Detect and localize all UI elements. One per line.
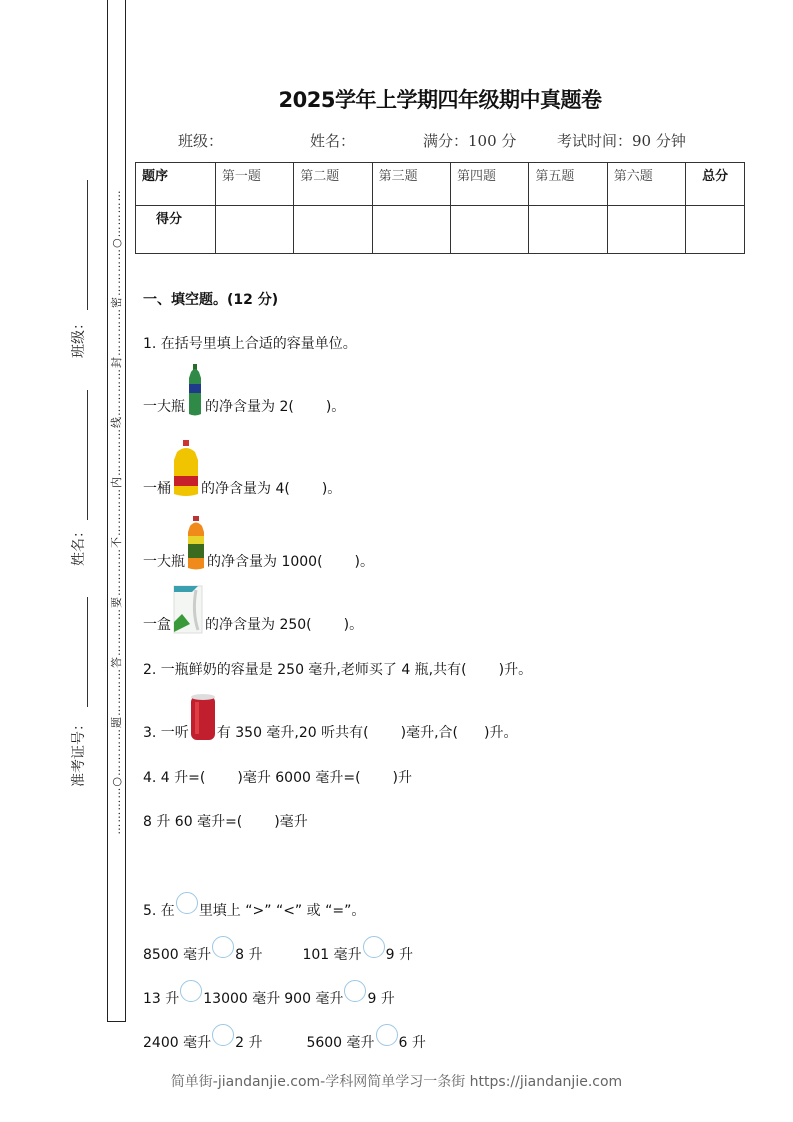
table-header-cell: 总分 xyxy=(686,163,745,206)
info-full-score: 满分：100 分 xyxy=(423,132,517,150)
q5-left: 13 升 xyxy=(143,991,180,1007)
q1-item-text: 一桶 xyxy=(143,481,171,497)
compare-circle[interactable] xyxy=(180,980,202,1002)
q5-left: 5600 毫升 xyxy=(306,1035,375,1051)
q3-text: 3. 一听 xyxy=(143,725,189,741)
row-label: 得分 xyxy=(136,206,216,254)
q1-item-text: 的净含量为 2( xyxy=(205,399,294,415)
q1-item-text: )。 xyxy=(325,399,346,415)
q5-left: 900 毫升 xyxy=(284,991,344,1007)
q1-item-text: )。 xyxy=(354,554,375,570)
q1-item-text: 一大瓶 xyxy=(143,554,185,570)
side-line-exam-id xyxy=(87,597,88,707)
compare-circle[interactable] xyxy=(212,1024,234,1046)
q5-right: 13000 毫升 xyxy=(203,991,281,1007)
table-header-cell: 第四题 xyxy=(451,163,529,206)
q5-right: 2 升 xyxy=(235,1035,263,1051)
q1-prompt: 1. 在括号里填上合适的容量单位。 xyxy=(143,336,357,352)
q2 xyxy=(143,659,532,679)
score-cell[interactable] xyxy=(686,206,745,254)
soda-can-icon xyxy=(189,692,217,742)
q1-item xyxy=(143,516,374,571)
q1-item xyxy=(143,364,345,416)
score-cell[interactable] xyxy=(607,206,685,254)
milk-carton-icon xyxy=(172,584,204,634)
compare-circle[interactable] xyxy=(344,980,366,1002)
q1-item-text: 的净含量为 4( xyxy=(201,481,290,497)
q2-text: 2. 一瓶鲜奶的容量是 250 毫升,老师买了 4 瓶,共有( xyxy=(143,662,467,678)
q1-item-text: 一大瓶 xyxy=(143,399,185,415)
q3-text: )升。 xyxy=(484,725,518,741)
table-header-cell: 第二题 xyxy=(294,163,372,206)
page-title: 2025学年上学期四年级期中真题卷 xyxy=(278,88,602,112)
circle-icon xyxy=(176,892,198,914)
q5-right: 8 升 xyxy=(235,947,263,963)
q4-text: 8 升 60 毫升=( xyxy=(143,814,243,830)
oil-jug-icon xyxy=(172,440,200,498)
side-line-name xyxy=(87,390,88,520)
binding-strip-text: …………○…………题…………答…………要…………不…………内…………线…………封…………密…………○………… xyxy=(110,189,123,835)
table-row xyxy=(136,206,745,254)
q3-text: )毫升,合( xyxy=(400,725,458,741)
q2-text: )升。 xyxy=(498,662,533,678)
q5-row xyxy=(143,986,395,1008)
q5-right: 9 升 xyxy=(385,947,413,963)
q3-text: 有 350 毫升,20 听共有( xyxy=(216,725,369,741)
score-cell[interactable] xyxy=(451,206,529,254)
info-time: 考试时间：90 分钟 xyxy=(557,132,686,150)
q5-right: 9 升 xyxy=(367,991,395,1007)
q5-left: 8500 毫升 xyxy=(143,947,212,963)
table-header-cell: 第五题 xyxy=(529,163,607,206)
q1-item xyxy=(143,584,363,634)
table-header-cell: 第六题 xyxy=(607,163,685,206)
q4-text: )升 xyxy=(392,770,413,786)
compare-circle[interactable] xyxy=(376,1024,398,1046)
q1-item-text: 的净含量为 250( xyxy=(205,617,312,633)
q4 xyxy=(143,767,412,787)
compare-circle[interactable] xyxy=(212,936,234,958)
q5-text: 里填上 “>” “<” 或 “=”。 xyxy=(198,903,366,919)
q4-text: )毫升 6000 毫升=( xyxy=(237,770,361,786)
q1-item-text: 一盒 xyxy=(143,617,171,633)
score-cell[interactable] xyxy=(294,206,372,254)
q5-left: 2400 毫升 xyxy=(143,1035,212,1051)
side-label-class: 班级： xyxy=(71,316,87,358)
info-class: 班级： xyxy=(178,132,224,150)
q4-text: )毫升 xyxy=(274,814,308,830)
q4-line2 xyxy=(143,811,308,831)
side-label-exam-id: 准考证号： xyxy=(71,717,87,787)
table-header-row xyxy=(136,163,745,206)
q5-right: 6 升 xyxy=(398,1035,426,1051)
soda-bottle-icon xyxy=(187,364,203,416)
compare-circle[interactable] xyxy=(363,936,385,958)
score-cell[interactable] xyxy=(372,206,450,254)
section-heading: 一、填空题。(12 分) xyxy=(143,292,279,308)
table-header-cell: 题序 xyxy=(136,163,216,206)
q4-text: 4. 4 升=( xyxy=(143,770,206,786)
table-header-cell: 第三题 xyxy=(372,163,450,206)
q3 xyxy=(143,692,517,742)
side-label-name: 姓名： xyxy=(71,524,87,566)
q1-item-text: )。 xyxy=(343,617,364,633)
q5-left: 101 毫升 xyxy=(302,947,362,963)
q5-row xyxy=(143,1030,426,1052)
q1-item-text: )。 xyxy=(321,481,342,497)
table-header-cell: 第一题 xyxy=(215,163,293,206)
q5-prompt xyxy=(143,898,365,920)
q5-text: 5. 在 xyxy=(143,903,175,919)
q1-item xyxy=(143,440,341,498)
juice-bottle-icon xyxy=(186,516,206,571)
score-table xyxy=(135,162,745,254)
score-cell[interactable] xyxy=(215,206,293,254)
q5-row xyxy=(143,942,413,964)
footer-watermark: 简单街-jiandanjie.com-学科网简单学习一条街 https://jiandanjie.com xyxy=(170,1074,623,1090)
side-line-class xyxy=(87,180,88,310)
q1-item-text: 的净含量为 1000( xyxy=(207,554,323,570)
score-cell[interactable] xyxy=(529,206,607,254)
info-name: 姓名： xyxy=(310,132,356,150)
